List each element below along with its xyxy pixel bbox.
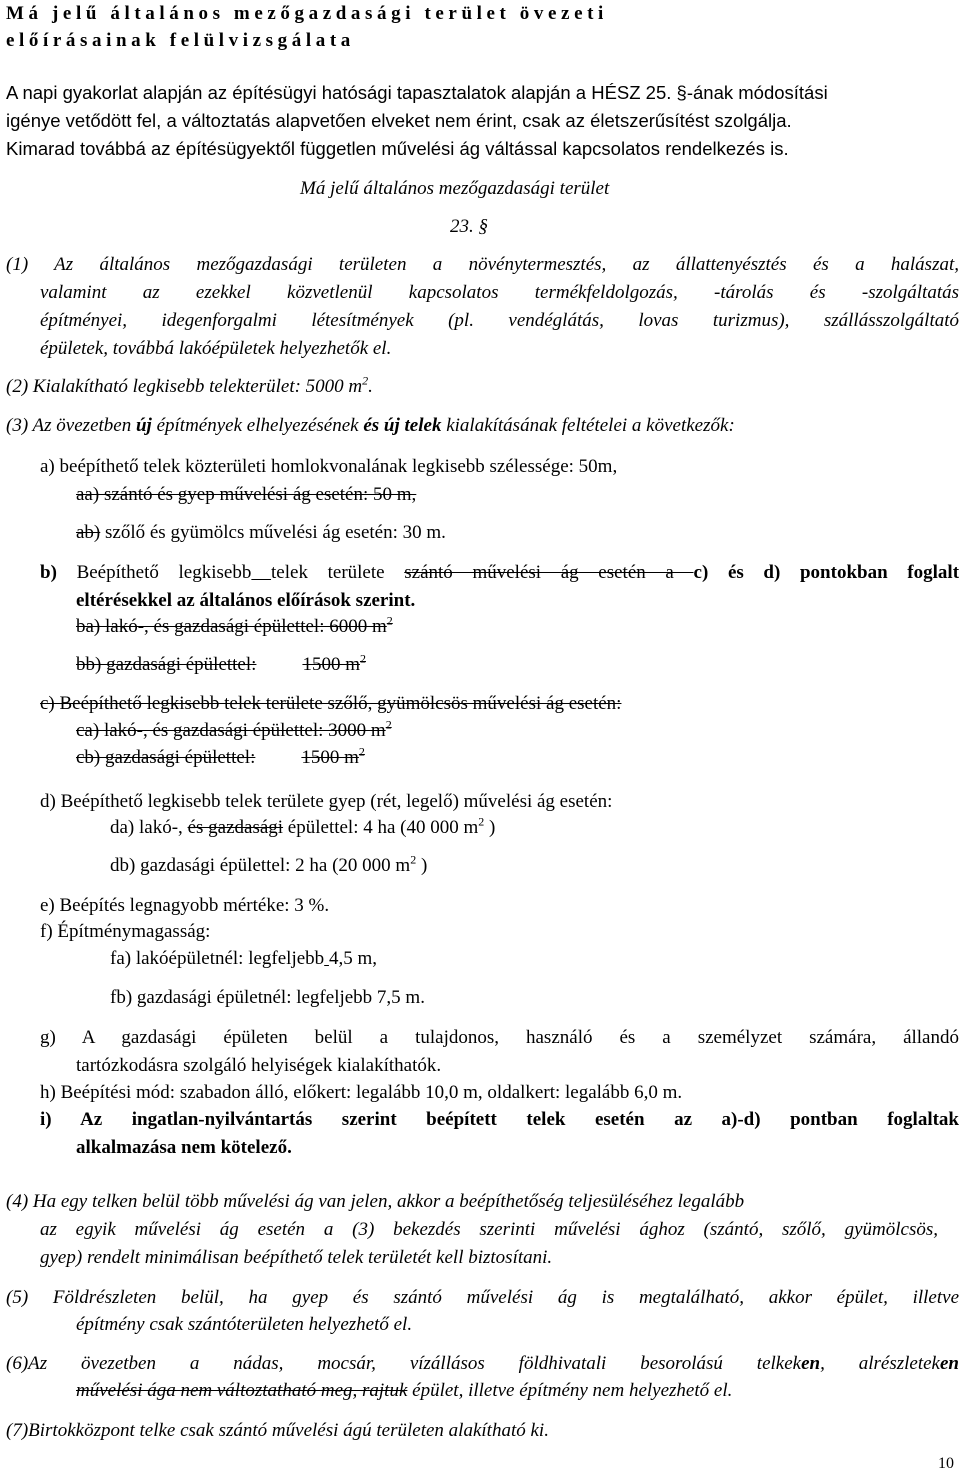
paragraph-6-line: (6)Az övezetben a nádas, mocsár, vízállásos földhivatali besorolású telkeken, alrészleteken (6, 1353, 959, 1374)
item-aa-struck: aa) szántó és gyep művelési ág esetén: 50 m, (76, 484, 417, 505)
page-number: 10 (938, 1455, 954, 1472)
item-f: f) Építménymagasság: (40, 921, 211, 942)
paragraph-1-line: épületek, továbbá lakóépületek helyezhetők el. (40, 338, 392, 359)
item-bb-struck: bb) gazdasági épülettel: 1500 $m^2$ (76, 651, 366, 675)
item-cb-struck: cb) gazdasági épülettel: 1500 $m^2$ (76, 744, 365, 768)
paragraph-1-line: (1) Az általános mezőgazdasági területen a növénytermesztés, az állattenyésztés és a halászat, (6, 254, 959, 275)
item-d: d) Beépíthető legkisebb telek területe gyep (rét, legelő) művelési ág esetén: (40, 791, 613, 812)
section-number: 23. § (450, 216, 488, 237)
item-fa: fa) lakóépületnél: legfeljebb 4,5 m, (110, 948, 377, 969)
paragraph-5-line: (5) Földrészleten belül, ha gyep és szántó művelési ág is megtalálható, akkor épület, illetve (6, 1287, 959, 1308)
section-heading: Má jelű általános mezőgazdasági terület (300, 178, 610, 199)
item-g-line: g) A gazdasági épületen belül a tulajdonos, használó és a személyzet számára, állandó (40, 1027, 959, 1048)
item-e: e) Beépítés legnagyobb mértéke: 3 %. (40, 895, 330, 916)
item-ca-struck: ca) lakó-, és gazdasági épülettel: 3000 $m^2$ (76, 717, 392, 741)
item-b-line-1: b) Beépíthető legkisebb telek területe szántó művelési ág esetén a c) és d) pontokban foglalt (40, 562, 960, 583)
item-i-line: i) Az ingatlan-nyilvántartás szerint beépített telek esetén az a)-d) pontban foglaltak (40, 1109, 959, 1130)
intro-line: igénye vetődött fel, a változtatás alapvetően elveket nem érint, csak az életszerűsítést szolgálja. (6, 110, 792, 131)
paragraph-5-line: építmény csak szántóterületen helyezhető el. (76, 1314, 413, 1335)
paragraph-6-line: művelési ága nem változtatható meg, rajtuk épület, illetve építmény nem helyezhető el. (76, 1380, 733, 1401)
document-title-line-2: előírásainak felülvizsgálata (6, 30, 355, 51)
item-ab: ab) szőlő és gyümölcs művelési ág esetén: 30 m. (76, 522, 446, 543)
paragraph-3: (3) Az övezetben új építmények elhelyezésének és új telek kialakításának feltételei a következők: (6, 415, 735, 436)
document-title-line-1: Má jelű általános mezőgazdasági terület övezeti (6, 3, 608, 24)
item-h: h) Beépítési mód: szabadon álló, előkert: legalább 10,0 m, oldalkert: legalább 6,0 m. (40, 1082, 683, 1103)
paragraph-7: (7)Birtokközpont telke csak szántó művelési ágú területen alakítható ki. (6, 1420, 549, 1441)
item-c-struck: c) Beépíthető legkisebb telek területe szőlő, gyümölcsös művelési ág esetén: (40, 693, 622, 714)
paragraph-4-line: (4) Ha egy telken belül több művelési ág van jelen, akkor a beépíthetőség teljesüléséhez legalább (6, 1191, 745, 1212)
item-a: a) beépíthető telek közterületi homlokvonalának legkisebb szélessége: 50m, (40, 456, 618, 477)
item-i-line: alkalmazása nem kötelező. (76, 1137, 292, 1158)
item-ba-struck: ba) lakó-, és gazdasági épülettel: 6000 $m^2$ (76, 613, 393, 637)
paragraph-1-line: építményei, idegenforgalmi létesítmények (pl. vendéglátás, lovas turizmus), szállásszolgáltató (40, 310, 959, 331)
item-fb: fb) gazdasági épületnél: legfeljebb 7,5 m. (110, 987, 425, 1008)
paragraph-1-line: valamint az ezekkel közvetlenül kapcsolatos termékfeldolgozás, -tárolás és -szolgáltatás (40, 282, 959, 303)
item-da: da) lakó-, és gazdasági épülettel: 4 ha (40 000 $m^2$ ) (110, 814, 496, 838)
paragraph-4-line: az egyik művelési ág esetén a (3) bekezdés szerinti művelési ághoz (szántó, szőlő, gyümölcsös, (40, 1219, 938, 1240)
item-db: db) gazdasági épülettel: 2 ha (20 000 $m^2$ ) (110, 852, 428, 876)
paragraph-4-line: gyep) rendelt minimálisan beépíthető telek területét kell biztosítani. (40, 1247, 553, 1268)
intro-line: A napi gyakorlat alapján az építésügyi hatósági tapasztalatok alapján a HÉSZ 25. §-ának módosítási (6, 82, 828, 103)
paragraph-2: (2) Kialakítható legkisebb telekterület: 5000 $m^2$. (6, 373, 373, 397)
intro-line: Kimarad továbbá az építésügyektől független művelési ág váltással kapcsolatos rendelkezés is. (6, 138, 789, 159)
item-b-line-2: eltérésekkel az általános előírások szerint. (76, 590, 416, 611)
item-g-line: tartózkodásra szolgáló helyiségek kialakíthatók. (76, 1055, 442, 1076)
